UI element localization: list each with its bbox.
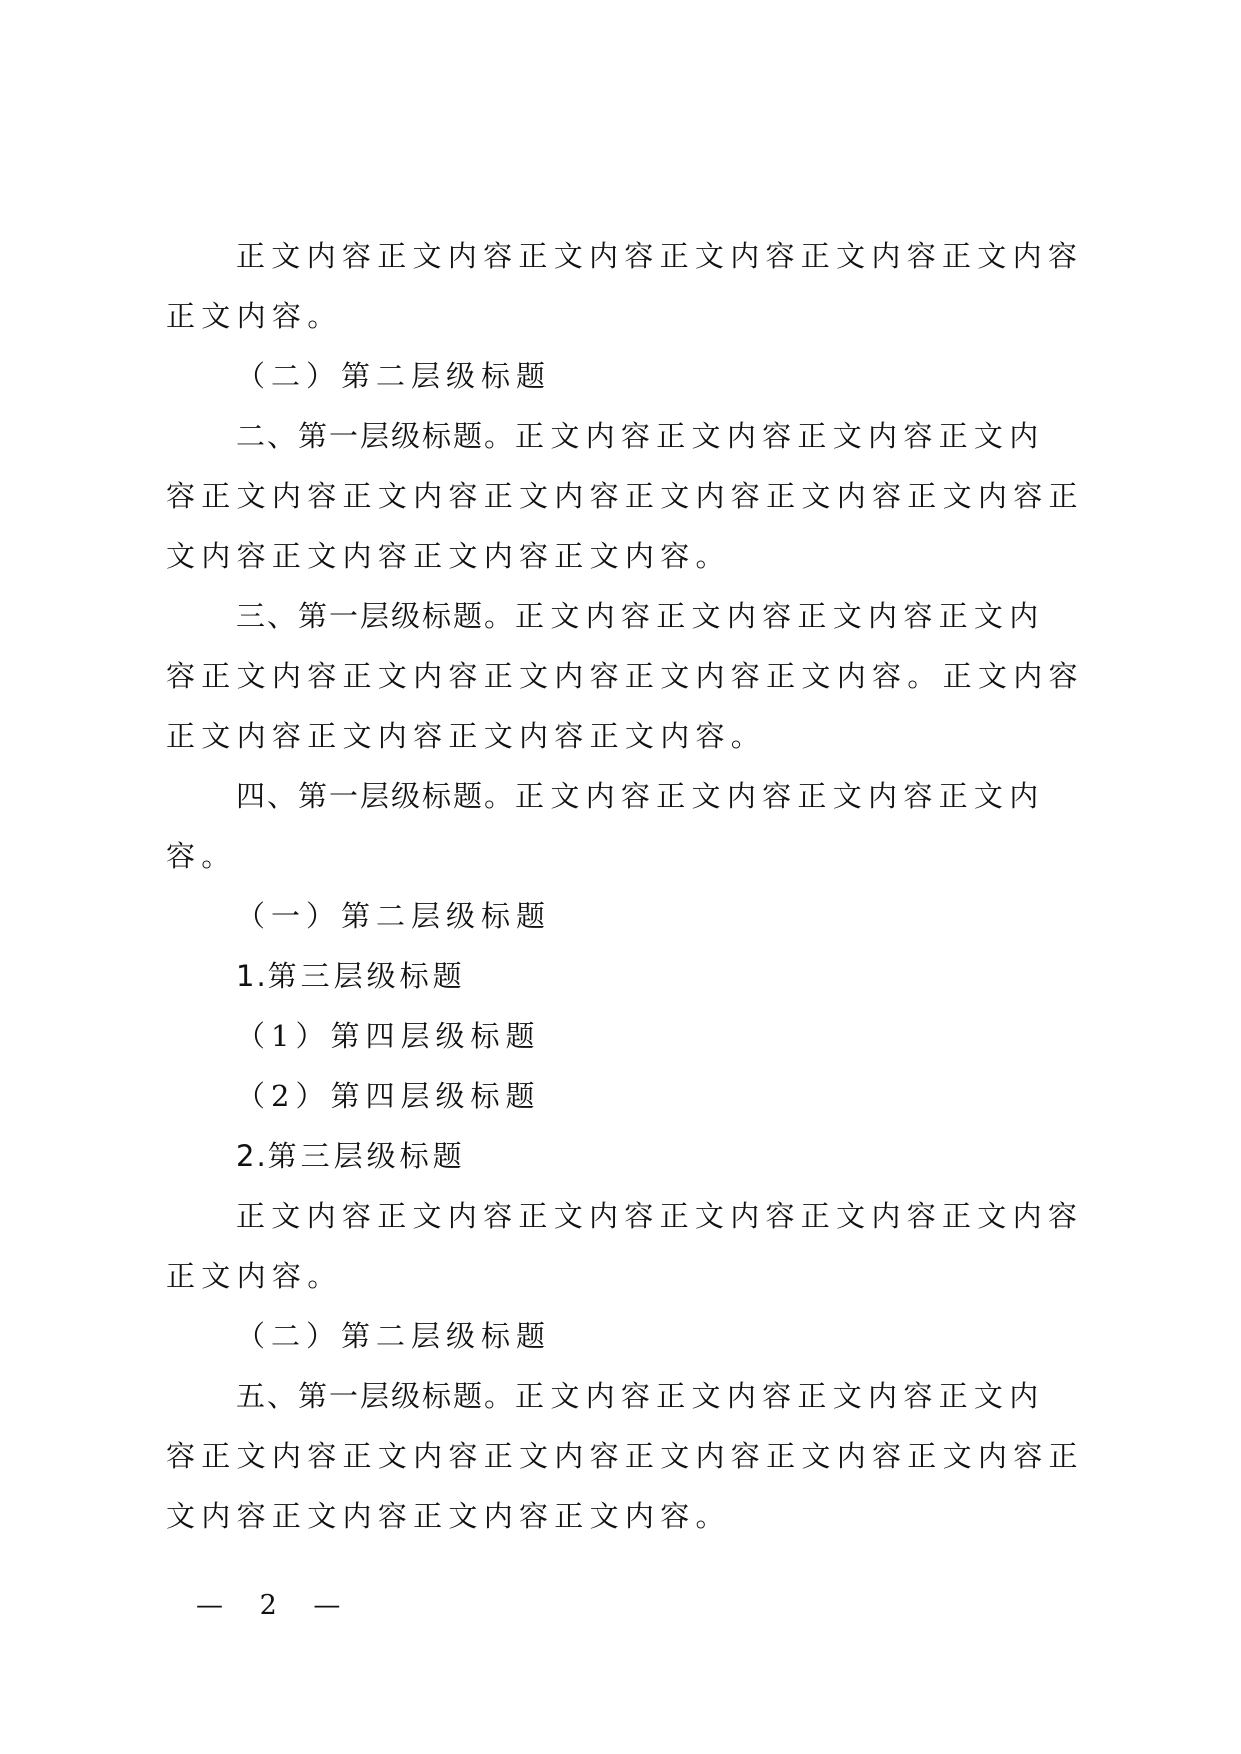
body-paragraph-line: 容正文内容正文内容正文内容正文内容正文内容正文内容正 bbox=[166, 1439, 1084, 1473]
body-paragraph-line: 正文内容。 bbox=[166, 299, 343, 333]
page-number: — 2 — bbox=[196, 1590, 355, 1621]
level-1-heading-paragraph bbox=[166, 766, 1086, 826]
level-1-heading-paragraph bbox=[166, 1366, 1086, 1426]
level-3-heading bbox=[166, 1126, 1086, 1186]
body-paragraph-line: 正文内容正文内容正文内容正文内容正文内容正文内容 bbox=[236, 1199, 1084, 1233]
body-paragraph-line: 文内容正文内容正文内容正文内容。 bbox=[166, 1499, 731, 1533]
level-4-number: （1） bbox=[236, 1019, 331, 1053]
level-1-heading: 三、第一层级标题。 bbox=[236, 599, 516, 633]
level-1-heading-paragraph bbox=[166, 406, 1086, 466]
body-text: 正文内容正文内容正文内容正文内 bbox=[515, 1379, 1045, 1413]
level-3-number: 1. bbox=[236, 959, 268, 993]
body-paragraph-line: 容。 bbox=[166, 839, 237, 873]
body-paragraph-line: 容正文内容正文内容正文内容正文内容正文内容。正文内容 bbox=[166, 659, 1084, 693]
level-3-number: 2. bbox=[236, 1139, 268, 1173]
level-4-heading bbox=[166, 1006, 1086, 1066]
body-text: 正文内容正文内容正文内容正文内 bbox=[515, 599, 1045, 633]
level-2-heading: （二）第二层级标题 bbox=[236, 359, 552, 393]
level-1-heading: 四、第一层级标题。 bbox=[236, 779, 516, 813]
level-4-title: 第四层级标题 bbox=[330, 1019, 541, 1053]
level-1-heading: 二、第一层级标题。 bbox=[236, 419, 516, 453]
body-paragraph-line: 正文内容正文内容正文内容正文内容正文内容正文内容 bbox=[236, 239, 1084, 273]
level-4-title: 第四层级标题 bbox=[330, 1079, 541, 1113]
level-3-title: 第三层级标题 bbox=[267, 959, 466, 993]
body-paragraph-line: 正文内容。 bbox=[166, 1259, 343, 1293]
level-2-heading: （一）第二层级标题 bbox=[236, 899, 552, 933]
level-1-heading-paragraph bbox=[166, 586, 1086, 646]
body-paragraph-line: 正文内容正文内容正文内容正文内容。 bbox=[166, 719, 767, 753]
level-4-number: （2） bbox=[236, 1079, 331, 1113]
body-text: 正文内容正文内容正文内容正文内 bbox=[515, 419, 1045, 453]
body-paragraph-line: 文内容正文内容正文内容正文内容。 bbox=[166, 539, 731, 573]
body-paragraph-line: 容正文内容正文内容正文内容正文内容正文内容正文内容正 bbox=[166, 479, 1084, 513]
body-text: 正文内容正文内容正文内容正文内 bbox=[515, 779, 1045, 813]
level-2-heading: （二）第二层级标题 bbox=[236, 1319, 552, 1353]
level-3-heading bbox=[166, 946, 1086, 1006]
document-body bbox=[166, 226, 1086, 1546]
level-4-heading bbox=[166, 1066, 1086, 1126]
level-1-heading: 五、第一层级标题。 bbox=[236, 1379, 516, 1413]
level-3-title: 第三层级标题 bbox=[267, 1139, 466, 1173]
